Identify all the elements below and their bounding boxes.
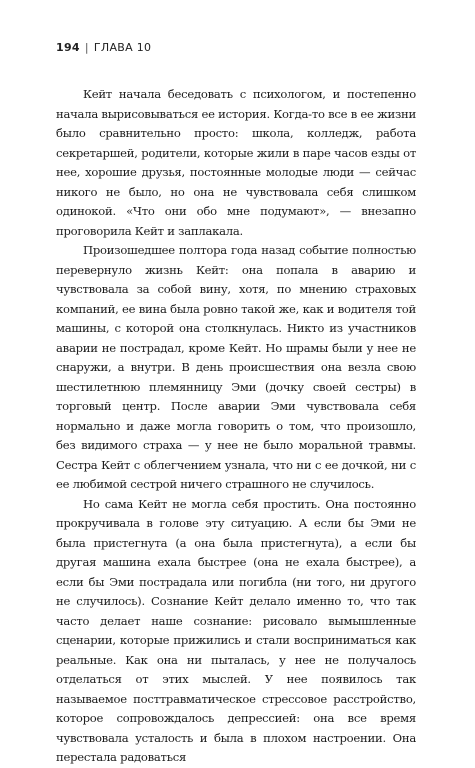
paragraph-1: Кейт начала беседовать с психологом, и постепенно начала вырисовываться ее история. Когда-то все в ее жизни было сравнительно просто: школа, колледж, работа секретаршей, родители, которые жили в паре часов езды от нее, хорошие друзья, постоянные молодые люди — сейчас никого не было, но она не чувствовала себя слишком одинокой. «Что они обо мне подумают», — внезапно проговорила Кейт и заплакала. — [56, 87, 417, 238]
body-text — [56, 85, 416, 768]
running-header — [56, 41, 151, 54]
header-separator: | — [84, 41, 89, 54]
page-number: 194 — [56, 41, 80, 54]
paragraph-3: Но сама Кейт не могла себя простить. Она постоянно прокручивала в голове эту ситуацию. А если бы Эми не была пристегнута (а она была пристегнута), а если бы другая машина ехала быстрее (она не ехала быстрее), а если бы Эми пострадала или погибла (ни того, ни другого не случилось). Сознание Кейт делало именно то, что так часто делает наше сознание: рисовало вымышленные сценарии, которые прижились и стали восприниматься как реальные. Как она ни пыталась, у нее не получалось отделаться от этих мыслей. У нее появилось так называемое посттравматическое стрессовое расстройство, которое сопровождалось депрессией: она все время чувствовала усталость и была в плохом настроении. Она перестала радоваться — [56, 496, 416, 764]
chapter-title: ГЛАВА 10 — [93, 41, 152, 54]
paragraph-2: Произошедшее полтора года назад событие полностью перевернуло жизнь Кейт: она попала в аварию и чувствовала за собой вину, хотя, по мнению страховых компаний, ее вина была ровно такой же, как и водителя той машины, с которой она столкнулась. Никто из участников аварии не пострадал, кроме Кейт. Но шрамы были у нее не снаружи, а внутри. В день происшествия она везла свою шестилетнюю племянницу Эми (дочку своей сестры) в торговый центр. После аварии Эми чувствовала себя нормально и даже могла говорить о том, что произошло, без видимого страха — у нее не было моральной травмы. Сестра Кейт с облегчением узнала, что ни с ее дочкой, ни с ее любимой сестрой ничего страшного не случилось. — [56, 243, 416, 491]
